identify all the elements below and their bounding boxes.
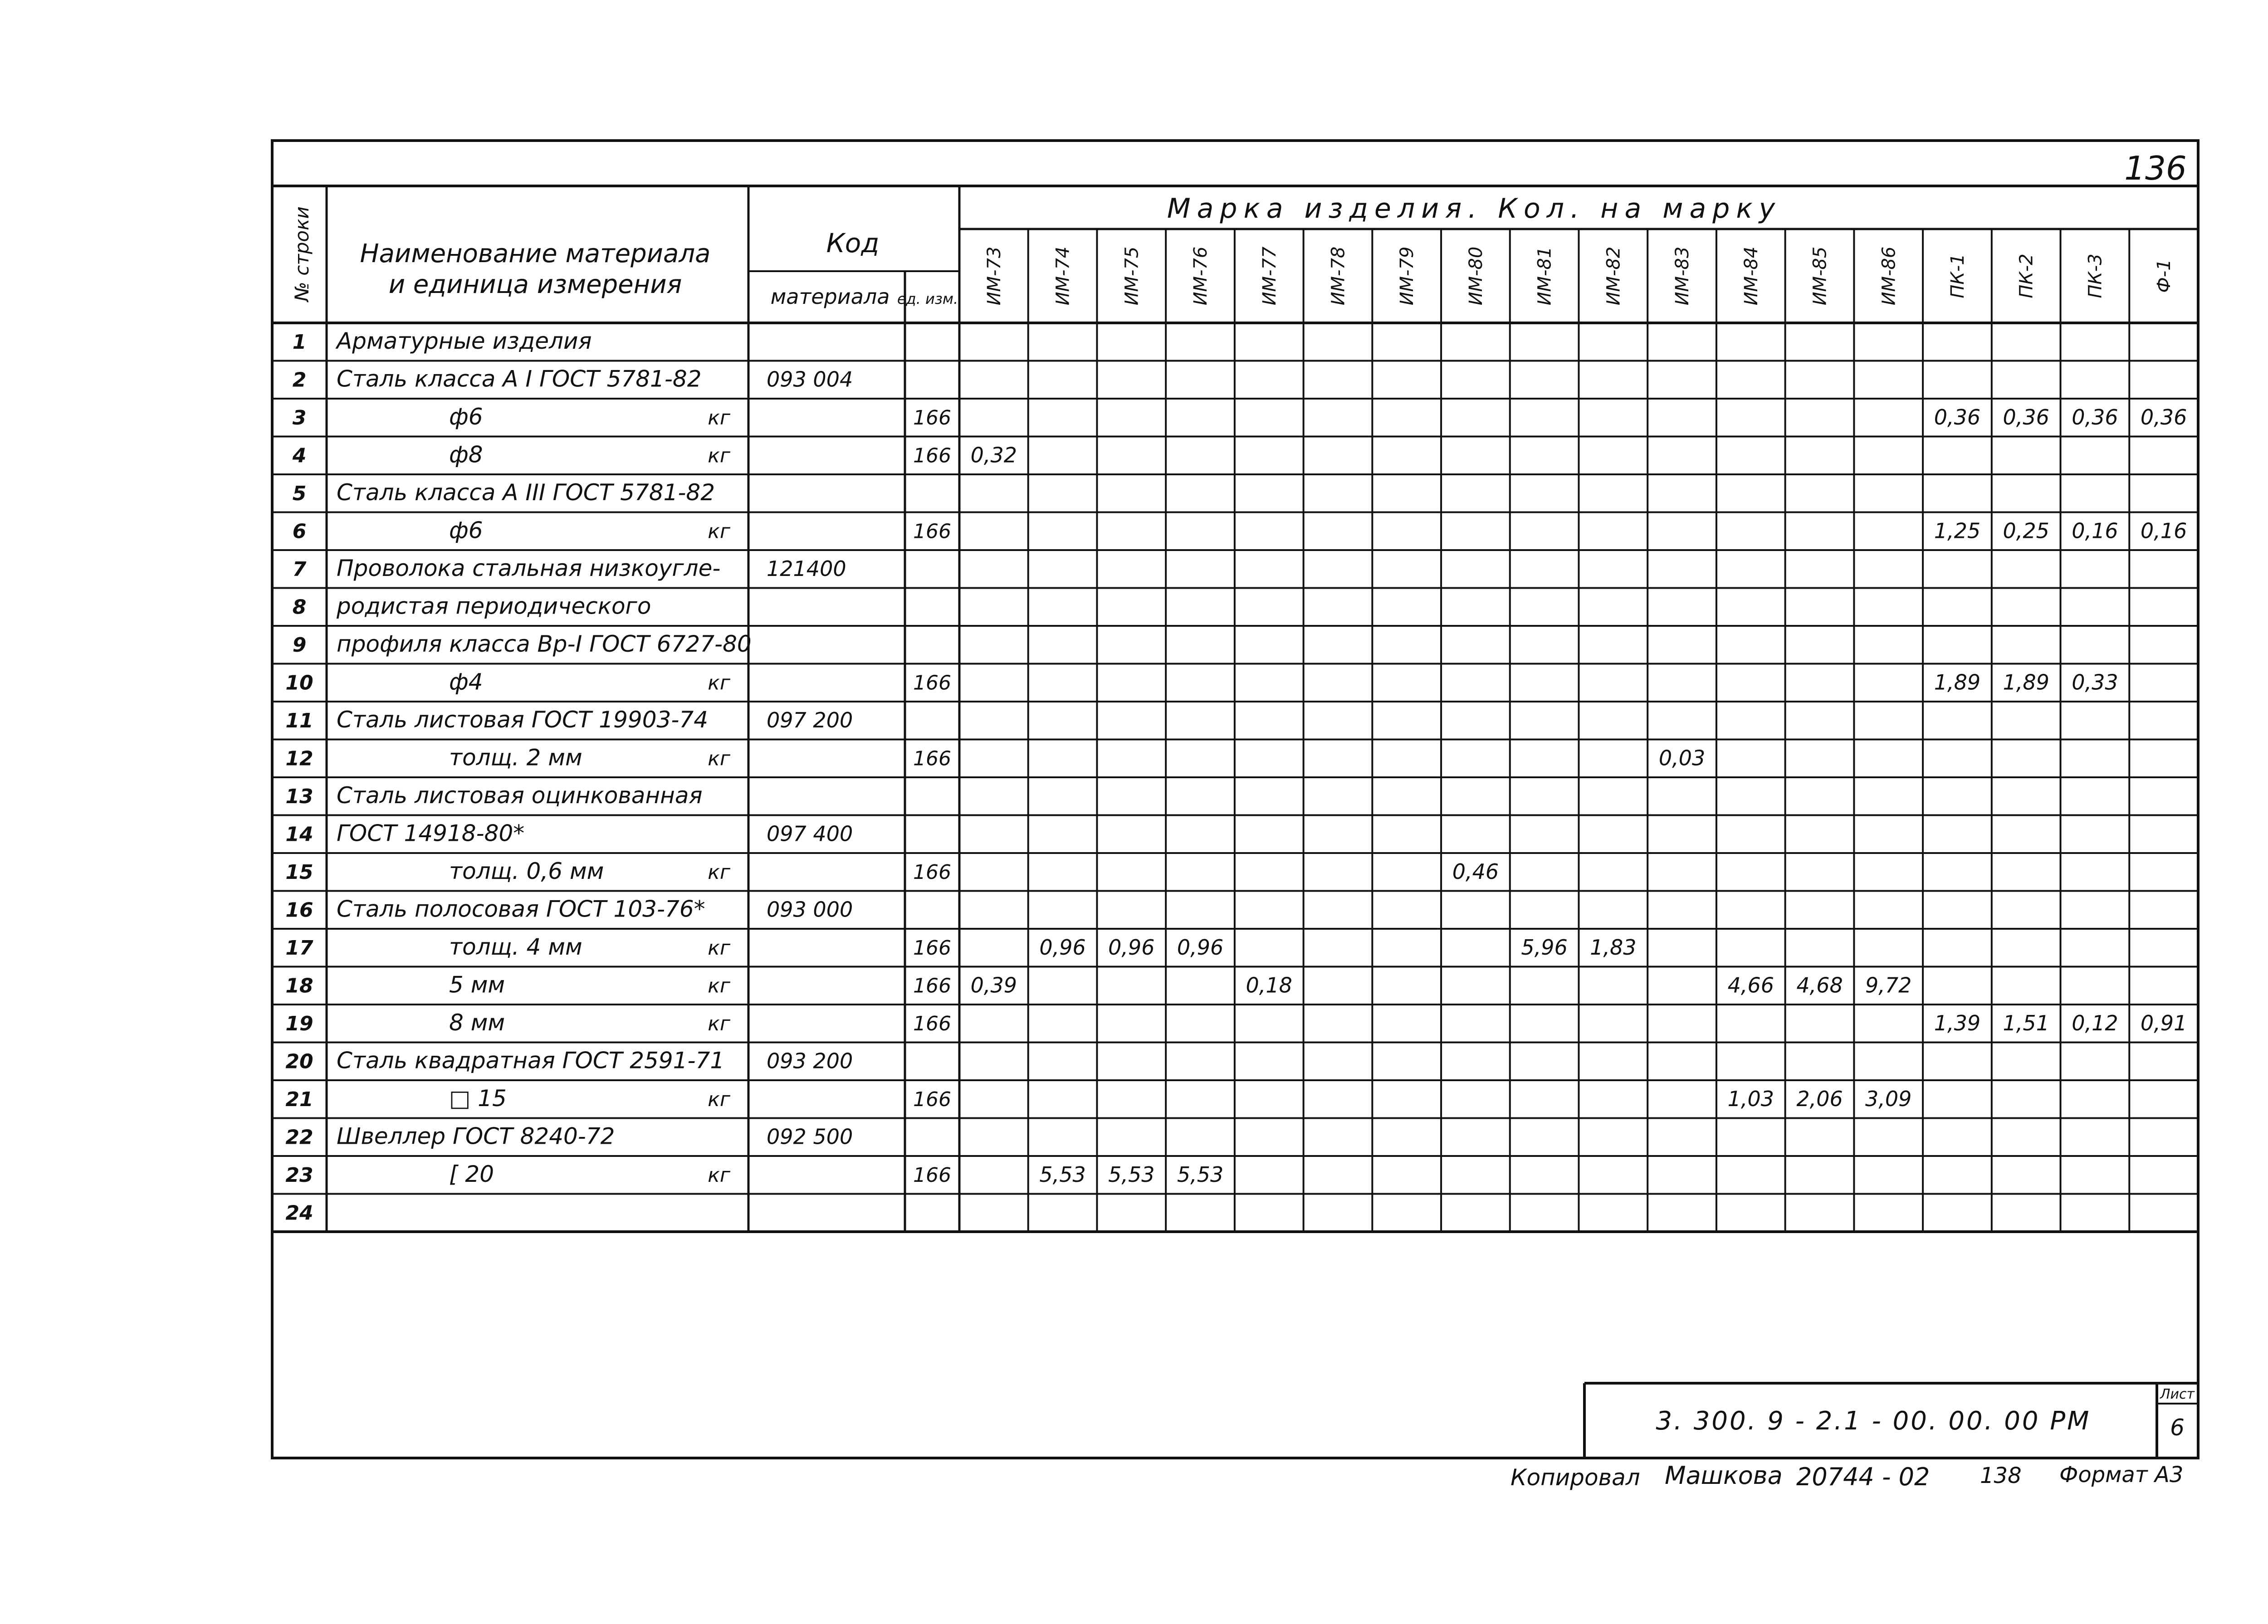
stamp-sheet-number: 6	[2170, 1414, 2185, 1441]
row-material-code: 093 004	[767, 367, 853, 392]
row-unit-symbol: кг	[708, 860, 730, 884]
row-number: 8	[292, 595, 307, 619]
row-quantity-value: 0,36	[2072, 405, 2118, 429]
row-quantity-value: 5,96	[1521, 935, 1568, 960]
row-quantity-value: 9,72	[1865, 973, 1912, 998]
mark-header: ИМ-82	[1603, 246, 1624, 306]
row-material-code: 097 200	[767, 707, 853, 732]
row-unit-symbol: кг	[708, 671, 730, 695]
row-material-name: толщ. 2 мм	[449, 744, 582, 771]
header-code: Код	[826, 228, 880, 258]
footer-copied-label: Копировал	[1510, 1464, 1640, 1491]
row-number: 14	[285, 823, 313, 846]
mark-header: ИМ-79	[1397, 246, 1418, 306]
row-material-name: Сталь листовая оцинкованная	[337, 782, 703, 809]
row-quantity-value: 0,16	[2072, 518, 2118, 543]
row-quantity-value: 0,33	[2072, 670, 2118, 695]
row-unit-symbol: кг	[708, 1163, 730, 1187]
row-unit-code: 166	[913, 974, 951, 998]
row-unit-code: 166	[913, 860, 951, 884]
mark-header: Ф-1	[2154, 259, 2175, 293]
row-quantity-value: 1,83	[1590, 935, 1637, 960]
row-quantity-value: 1,89	[2003, 670, 2049, 695]
row-number: 18	[285, 974, 313, 998]
table-row	[285, 1123, 853, 1149]
row-material-name: Сталь класса А I ГОСТ 5781-82	[337, 366, 702, 392]
row-number: 10	[285, 671, 313, 695]
row-number: 7	[292, 557, 307, 581]
row-material-name: Проволока стальная низкоугле-	[337, 555, 721, 581]
row-unit-code: 166	[913, 406, 951, 429]
row-material-code: 093 000	[767, 897, 853, 922]
row-unit-code: 166	[913, 671, 951, 695]
row-number: 11	[285, 709, 313, 732]
row-number: 22	[285, 1126, 313, 1149]
row-quantity-value: 0,18	[1246, 973, 1292, 998]
mark-header: ИМ-74	[1052, 246, 1074, 306]
row-unit-code: 166	[913, 936, 951, 960]
row-number: 9	[292, 633, 307, 657]
table-row	[293, 328, 592, 354]
mark-header: ИМ-86	[1878, 246, 1900, 306]
row-number: 16	[285, 898, 313, 922]
row-quantity-value: 0,36	[1934, 405, 1981, 429]
row-quantity-value: 0,32	[970, 443, 1017, 468]
row-material-code: 092 500	[767, 1124, 853, 1149]
table-row	[293, 479, 715, 506]
footer-order-number: 20744 - 02	[1796, 1463, 1930, 1491]
row-number: 12	[285, 747, 313, 771]
row-unit-code: 166	[913, 747, 951, 771]
table-row	[293, 366, 853, 392]
row-material-name: ф6	[449, 517, 483, 544]
row-material-name: Сталь класса А III ГОСТ 5781-82	[337, 479, 715, 506]
row-material-name: Сталь полосовая ГОСТ 103-76*	[337, 896, 705, 922]
mark-header: ИМ-73	[983, 246, 1005, 306]
sheet-number: 136	[2124, 149, 2187, 187]
row-quantity-value: 0,96	[1039, 935, 1086, 960]
document-designation: 3. 300. 9 - 2.1 - 00. 00. 00 РМ	[1656, 1406, 2091, 1436]
row-unit-symbol: кг	[708, 936, 730, 960]
row-quantity-value: 0,36	[2003, 405, 2049, 429]
row-number: 13	[285, 785, 313, 808]
mark-header: ПК-3	[2085, 254, 2106, 298]
row-material-name: ф6	[449, 403, 483, 430]
mark-header: ПК-1	[1947, 254, 1968, 298]
row-unit-symbol: кг	[708, 406, 730, 429]
mark-header: ИМ-85	[1809, 246, 1831, 306]
row-unit-code: 166	[913, 1163, 951, 1187]
row-unit-code: 166	[913, 444, 951, 468]
row-quantity-value: 4,68	[1796, 973, 1843, 998]
table-row	[285, 707, 853, 733]
row-quantity-value: 0,91	[2140, 1010, 2187, 1035]
row-unit-symbol: кг	[708, 1012, 730, 1035]
row-quantity-value: 1,89	[1934, 670, 1981, 695]
stamp-sheet-label: Лист	[2160, 1386, 2195, 1402]
row-quantity-value: 5,53	[1177, 1162, 1224, 1187]
mark-header: ИМ-75	[1121, 246, 1143, 306]
row-quantity-value: 4,66	[1727, 973, 1774, 998]
row-material-name: Сталь листовая ГОСТ 19903-74	[337, 706, 709, 733]
row-material-name: профиля класса Вр-I ГОСТ 6727-80	[337, 630, 752, 657]
copy-footer	[1510, 1461, 2183, 1491]
row-material-name: 5 мм	[449, 971, 505, 998]
header-unit: ед. изм.	[897, 290, 958, 307]
row-unit-symbol: кг	[708, 520, 730, 543]
mark-header: ИМ-83	[1672, 246, 1693, 306]
table-row	[285, 1201, 313, 1224]
row-material-name: Арматурные изделия	[337, 327, 592, 354]
row-material-name: 8 мм	[449, 1009, 505, 1036]
row-quantity-value: 0,96	[1108, 935, 1155, 960]
row-number: 24	[285, 1201, 313, 1225]
row-unit-symbol: кг	[708, 1088, 730, 1111]
mark-header: ИМ-77	[1259, 246, 1280, 306]
row-number: 21	[285, 1088, 313, 1111]
row-material-name: ГОСТ 14918-80*	[337, 820, 525, 847]
table-row	[285, 896, 853, 922]
row-number: 17	[285, 936, 313, 960]
row-quantity-value: 0,36	[2140, 405, 2187, 429]
row-number: 15	[285, 860, 313, 884]
row-quantity-value: 1,03	[1727, 1086, 1774, 1111]
row-quantity-value: 1,39	[1934, 1010, 1981, 1035]
row-quantity-value: 0,39	[970, 973, 1017, 998]
row-quantity-value: 5,53	[1108, 1162, 1155, 1187]
table-row	[293, 631, 752, 657]
header-row-number: № строки	[291, 206, 313, 302]
mark-header: ИМ-84	[1740, 246, 1762, 306]
row-material-name: Швеллер ГОСТ 8240-72	[337, 1123, 615, 1150]
row-number: 23	[285, 1163, 313, 1187]
row-quantity-value: 2,06	[1796, 1086, 1843, 1111]
row-number: 2	[292, 368, 307, 392]
row-material-code: 093 200	[767, 1049, 853, 1073]
footer-copier-name: Машкова	[1665, 1461, 1783, 1490]
row-material-name: Сталь квадратная ГОСТ 2591-71	[337, 1047, 725, 1074]
row-unit-symbol: кг	[708, 747, 730, 771]
header-material: материала	[770, 284, 890, 309]
row-material-code: 121400	[767, 556, 846, 581]
row-number: 19	[285, 1012, 313, 1035]
row-material-name: □ 15	[449, 1085, 507, 1112]
row-quantity-value: 0,12	[2072, 1010, 2118, 1035]
row-number: 6	[292, 520, 307, 543]
row-unit-code: 166	[913, 1088, 951, 1111]
row-number: 3	[292, 406, 307, 429]
row-number: 4	[292, 444, 307, 468]
row-material-name: ф4	[449, 668, 483, 695]
row-quantity-value: 0,25	[2003, 518, 2049, 543]
table-row	[285, 1047, 853, 1073]
row-quantity-value: 0,03	[1658, 746, 1706, 771]
mark-header: ИМ-78	[1328, 246, 1349, 306]
row-material-name: [ 20	[449, 1161, 494, 1187]
footer-format: Формат А3	[2059, 1462, 2184, 1487]
mark-header: ПК-2	[2016, 254, 2037, 298]
header-marks-title: Марка изделия. Кол. на марку	[1167, 193, 1782, 224]
header-name-line1: Наименование материала	[360, 239, 711, 268]
row-unit-code: 166	[913, 1012, 951, 1035]
row-number: 1	[292, 330, 307, 354]
mark-header: ИМ-76	[1190, 246, 1212, 306]
row-quantity-value: 0,46	[1452, 859, 1499, 884]
row-material-name: толщ. 4 мм	[449, 933, 582, 960]
row-quantity-value: 0,16	[2140, 518, 2187, 543]
mark-header: ИМ-80	[1465, 246, 1486, 306]
row-unit-symbol: кг	[708, 974, 730, 998]
row-unit-symbol: кг	[708, 444, 730, 468]
row-number: 20	[285, 1050, 313, 1073]
row-quantity-value: 5,53	[1039, 1162, 1086, 1187]
row-number: 5	[292, 482, 307, 505]
mark-header: ИМ-81	[1534, 246, 1555, 306]
row-quantity-value: 1,25	[1934, 518, 1981, 543]
row-material-code: 097 400	[767, 821, 853, 846]
header-name-line2: и единица измерения	[388, 270, 682, 299]
row-quantity-value: 0,96	[1177, 935, 1224, 960]
row-material-name: родистая периодического	[337, 593, 651, 619]
table-row	[293, 593, 651, 619]
row-material-name: толщ. 0,6 мм	[449, 858, 604, 884]
sheet-number-mark	[2124, 149, 2186, 187]
footer-page-number: 138	[1980, 1463, 2022, 1488]
row-quantity-value: 1,51	[2003, 1010, 2049, 1035]
row-material-name: ф8	[449, 441, 483, 468]
table-row	[285, 782, 702, 809]
row-quantity-value: 3,09	[1865, 1086, 1912, 1111]
row-unit-code: 166	[913, 520, 951, 543]
